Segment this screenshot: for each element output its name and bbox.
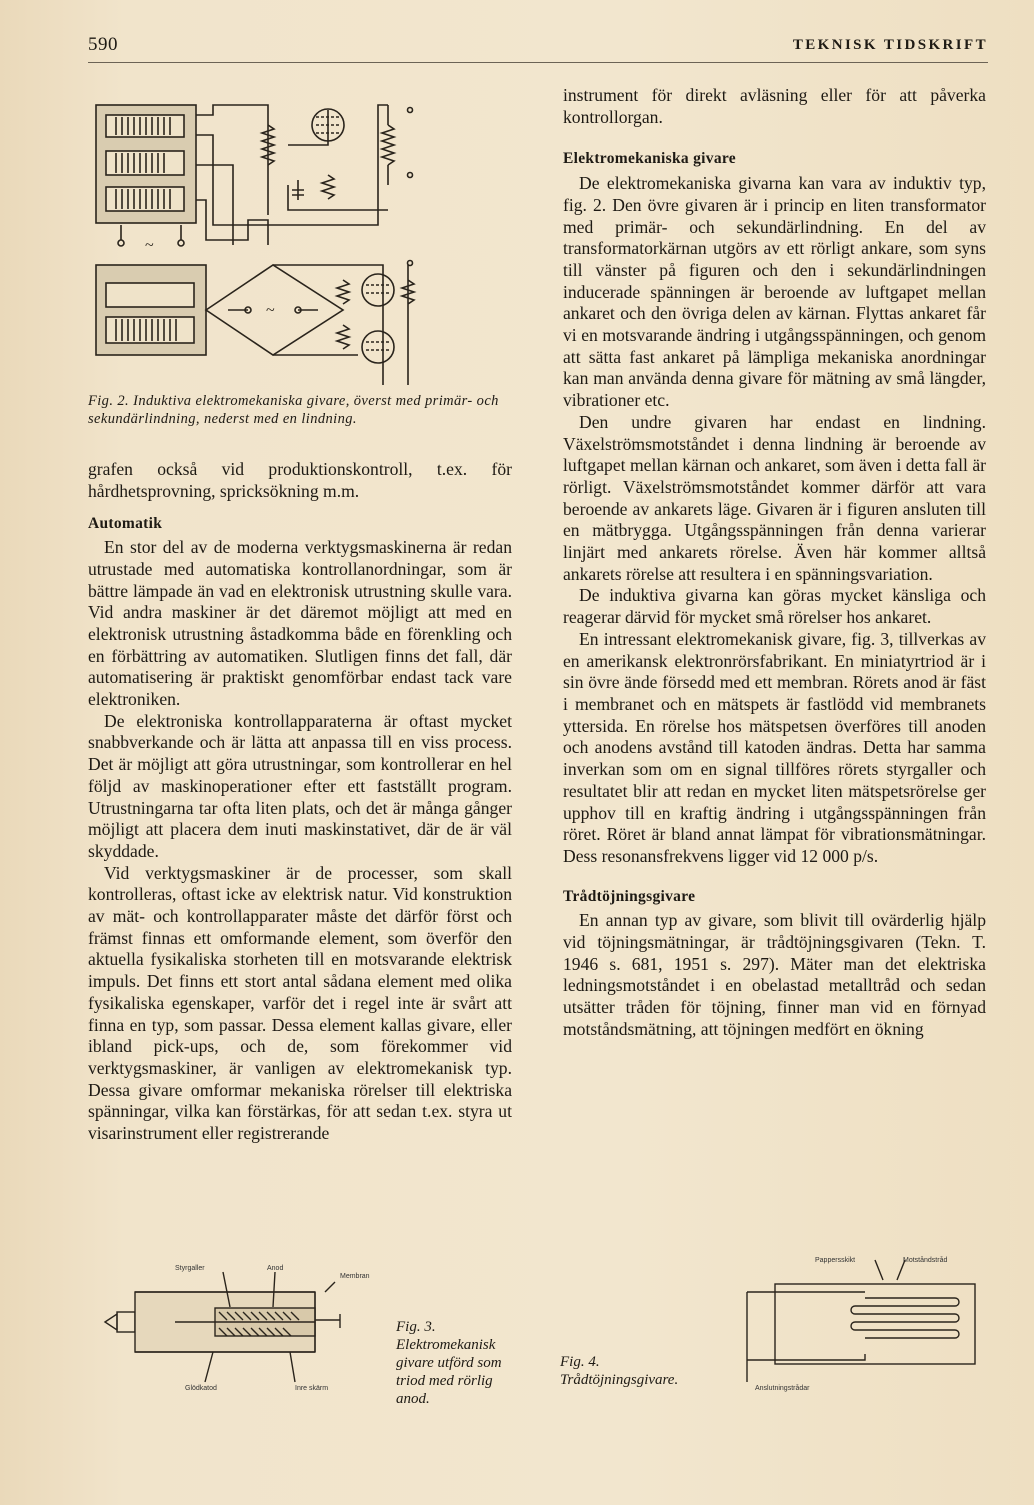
left-column	[88, 459, 512, 1145]
heading-automatik: Automatik	[88, 515, 163, 533]
right-column	[563, 85, 986, 1041]
right-paragraph-5: En intressant elektromekanisk givare, fig. 3, tillverkas av en amerikansk elektronrörsfabrikant. En miniatyrtriod är i sin övre ände försedd med ett membran. Rörets anod är fäst i membranet och en mätspets är fastlödd vid membranets yttersida. En rörelse hos mätspetsen överföres till anoden och anodens avstånd till katoden ändras. Detta har samma inverkan som om en signal tillföres rörets styrgaller och resultatet blir att redan en mycket liten mätspetsrörelse ger upphov till en kraftig ändring i utgångsspänningen från röret. Röret är bland annat lämpat för vibrationsmätningar. Dess resonansfrekvens ligger vid 12 000 p/s.	[563, 628, 986, 866]
page-number: 590	[88, 34, 118, 55]
label-motstandstrad: Motståndstråd	[903, 1257, 948, 1264]
label-anslutningstradar: Anslutningstrådar	[755, 1385, 810, 1392]
ac-symbol-upper: ~	[145, 237, 154, 254]
figure-3-caption: Fig. 3. Elektromekanisk givare utförd som triod med rörlig anod.	[396, 1319, 502, 1407]
heading-tradtojningsgivare: Trådtöjningsgivare	[563, 887, 696, 905]
left-paragraph-4: Vid verktygsmaskiner är de processer, som skall kontrolleras, oftast icke av elektrisk natur. Vid konstruktion av mät- och kontrollapparater måste det därför först och främst finnas ett omformande element, som överför den aktuella fysikaliska storheten till en motsvarande elektrisk impuls. Det finns ett stort antal sådana element med olika fysikaliska egenskaper, varför det i regel inte är svårt att finna en typ, som passar. Dessa element kallas givare, eller ibland pick-ups, och de, som förekommer vid verktygsmaskiner, är vanligen av elektromekanisk typ. Dessa givare omformar mekaniska rörelser till elektriska spänningar, vilka kan förstärkas, för att sedan t.ex. styra ut visarinstrument eller registrerande	[88, 862, 512, 1144]
right-paragraph-3: Den undre givaren har endast en lindning. Växelströmsmotståndet i denna lindning är beroende av luftgapet mellan kärnan och ankaret, som även i detta fall är rörligt. Växelströmsmotståndet kommer därför att vara beroende av ankarets läge. Givaren är i figuren ansluten till en mätbrygga. Utgångsspänningen från denna varierar linjärt med ankarets rörelse. Även här kommer alltså ankarets rörelse att resultera i en spänningsvariation.	[563, 411, 986, 584]
right-paragraph-2: De elektromekaniska givarna kan vara av induktiv typ, fig. 2. Den övre givaren är i princip en liten transformator med primär- och sekundärlindning. En del av transformatorkärnan utgörs av ett rörligt ankare, som syns till vänster på figuren och den i sekundärlindningen inducerade spänningen är beroende av luftgapet mellan ankaret och den övriga delen av kärnan. Flyttas ankaret får vi en motsvarande ändring i utgångsspänningen, och genom att sätta fast ankaret på lämpliga mekaniska anordningar kan man använda denna givare för mätning av små längder, vibrationer etc.	[563, 173, 986, 411]
label-glodkatod: Glödkatod	[185, 1385, 217, 1392]
label-styrgaller: Styrgaller	[175, 1265, 205, 1272]
page-header	[88, 34, 988, 63]
heading-elektromekaniska-givare: Elektromekaniska givare	[563, 150, 736, 168]
left-paragraph-2: En stor del av de moderna verktygsmaskinerna är redan utrustade med automatiska kontrollanordningar, som är bättre lämpade än vad en elektronisk utrustning skulle vara. Vid andra maskiner är det däremot möjligt att med en elektronisk utrustning åstadkomma både en förenkling och en förbättring av automatiken. Slutligen finns det fall, där automatisering är praktiskt genomförbar endast tack vare elektroniken.	[88, 537, 512, 710]
figure-2-caption-label: Fig. 2.	[88, 393, 130, 409]
figure-3-diagram	[95, 1262, 385, 1392]
ac-symbol-lower: ~	[266, 302, 275, 319]
figure-2-caption-text: Induktiva elektromekaniska givare, överst med primär- och sekundärlindning, nederst med en lindning.	[88, 393, 499, 427]
left-paragraph-3: De elektroniska kontrollapparaterna är oftast mycket snabbverkande och är lätta att anpassa till en viss process. Det är möjligt att göra utrustningar, som kontrollerar en hel följd av maskinoperationer efter ett fastställt program. Utrustningarna tar ofta liten plats, och det är många gånger möjligt att placera dem inuti maskinstativet, där de är väl skyddade.	[88, 710, 512, 861]
right-paragraph-6: En annan typ av givare, som blivit till ovärderlig hjälp vid töjningsmätningar, är trådtöjningsgivaren (Tekn. T. 1946 s. 681, 1951 s. 297). Mäter man det elektriska ledningsmotståndet i en obelastad metalltråd och sedan utsätter tråden för töjning, finner man vid en förnyad motståndsmätning, att töjningen medfört en ökning	[563, 910, 986, 1039]
label-anod: Anod	[267, 1265, 284, 1272]
left-paragraph-1: grafen också vid produktionskontroll, t.ex. för hårdhetsprovning, spricksökning m.m.	[88, 459, 512, 501]
figure-4-diagram	[735, 1252, 985, 1392]
figure-2-diagram	[88, 85, 418, 385]
label-pappersskikt: Pappersskikt	[815, 1257, 856, 1264]
figure-2-caption	[88, 392, 510, 428]
right-paragraph-1: instrument för direkt avläsning eller för att påverka kontrollorgan.	[563, 85, 986, 127]
journal-title: TEKNISK TIDSKRIFT	[792, 37, 988, 53]
label-inre-skarm: Inre skärm	[295, 1385, 329, 1392]
label-membran: Membran	[340, 1273, 370, 1280]
figure-4-caption: Fig. 4. Trådtöjningsgivare.	[560, 1354, 679, 1388]
right-paragraph-4: De induktiva givarna kan göras mycket känsliga och reagerar därvid för mycket små rörelser hos ankaret.	[563, 585, 986, 628]
